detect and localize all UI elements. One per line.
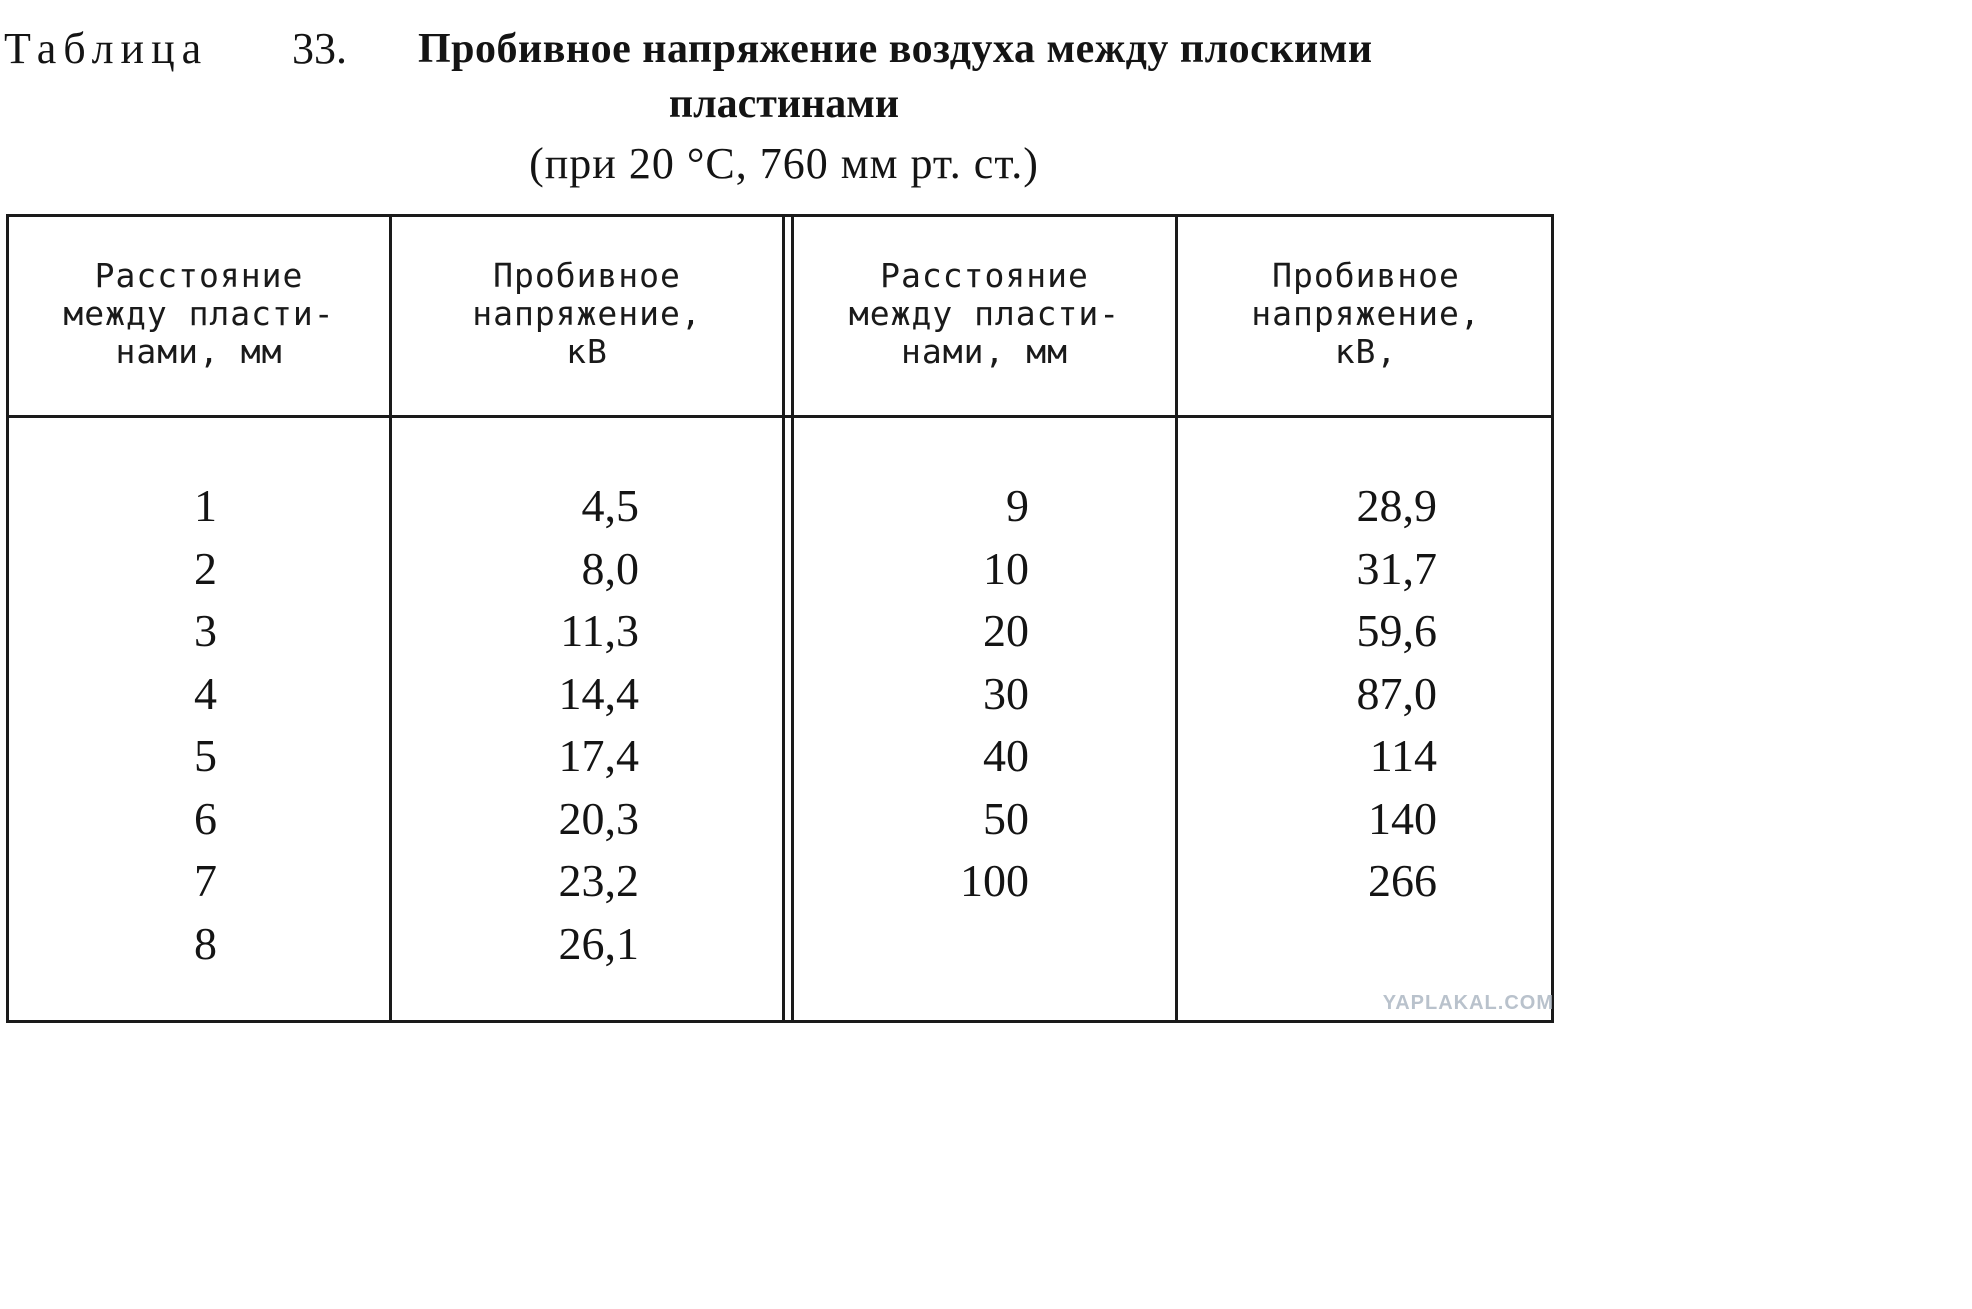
- table-cell-distance: 4: [194, 667, 217, 719]
- table-cell-distance: 2: [194, 542, 217, 594]
- caption-first-line: [0, 18, 1568, 80]
- table-cell-voltage: 8,0: [581, 542, 639, 594]
- header-line: кВ: [566, 332, 608, 371]
- table-cell-voltage: 114: [1369, 730, 1437, 781]
- table-cell-voltage: 17,4: [558, 730, 639, 781]
- table-label: Таблица: [4, 24, 209, 73]
- caption-conditions: (при 20 °С, 760 мм рт. ст.): [529, 139, 1039, 188]
- header-line: Расстояние: [880, 256, 1089, 295]
- table-cell-distance: 40: [983, 730, 1029, 781]
- table-cell-distance: 10: [983, 542, 1029, 594]
- table-cell-voltage: 4,5: [581, 480, 639, 531]
- column-double-divider: [782, 217, 785, 1020]
- column-voltage-right: [1289, 475, 1437, 913]
- table-cell-distance: 6: [194, 792, 217, 844]
- table-cell-voltage: 87,0: [1356, 667, 1437, 719]
- header-line: напряжение,: [472, 294, 702, 333]
- table-cell-distance: 7: [194, 855, 217, 906]
- table-cell-distance: 3: [194, 605, 217, 656]
- header-line: Пробивное: [1272, 256, 1460, 295]
- table-cell-distance: 30: [983, 667, 1029, 719]
- table-caption: [0, 18, 1568, 208]
- header-distance-left: [9, 257, 389, 407]
- breakdown-voltage-table: [6, 214, 1554, 1023]
- table-cell-distance: 8: [194, 917, 217, 969]
- table-cell-distance: 50: [983, 792, 1029, 844]
- table-cell-distance: 100: [960, 855, 1029, 906]
- table-cell-voltage: 14,4: [558, 667, 639, 719]
- table-cell-distance: 5: [194, 730, 217, 781]
- header-line: между пласти-: [848, 294, 1121, 333]
- header-voltage-right: [1178, 257, 1554, 407]
- table-cell-voltage: 23,2: [558, 855, 639, 906]
- table-cell-distance: 20: [983, 605, 1029, 656]
- header-line: кВ,: [1334, 332, 1398, 371]
- column-voltage-left: [489, 475, 639, 975]
- column-distance-left: [109, 475, 217, 975]
- table-cell-voltage: 266: [1368, 855, 1437, 906]
- table-cell-distance: 1: [194, 480, 217, 531]
- table-cell-distance: 9: [1006, 480, 1029, 531]
- table-cell-voltage: 20,3: [558, 792, 639, 844]
- caption-title-line2: пластинами: [668, 81, 900, 127]
- header-line: Пробивное: [493, 256, 681, 295]
- table-number: 33.: [292, 24, 347, 73]
- header-line: напряжение,: [1251, 294, 1481, 333]
- header-line: между пласти-: [63, 294, 335, 333]
- site-watermark: YAPLAKAL.COM: [1382, 992, 1554, 1014]
- table-cell-voltage: 28,9: [1356, 480, 1437, 531]
- table-cell-voltage: 140: [1368, 792, 1437, 844]
- table-cell-voltage: 31,7: [1356, 542, 1437, 594]
- header-distance-right: [794, 257, 1175, 407]
- column-distance-right: [889, 475, 1029, 913]
- header-line: Расстояние: [94, 256, 304, 295]
- header-line: нами, мм: [115, 332, 283, 371]
- table-cell-voltage: 26,1: [558, 917, 639, 969]
- header-line: нами, мм: [901, 332, 1068, 371]
- header-voltage-left: [392, 257, 782, 407]
- table-cell-voltage: 11,3: [560, 605, 639, 656]
- table-cell-voltage: 59,6: [1356, 605, 1437, 656]
- caption-title-line1: Пробивное напряжение воздуха между плоскими: [418, 26, 1373, 72]
- header-divider: [9, 415, 1551, 418]
